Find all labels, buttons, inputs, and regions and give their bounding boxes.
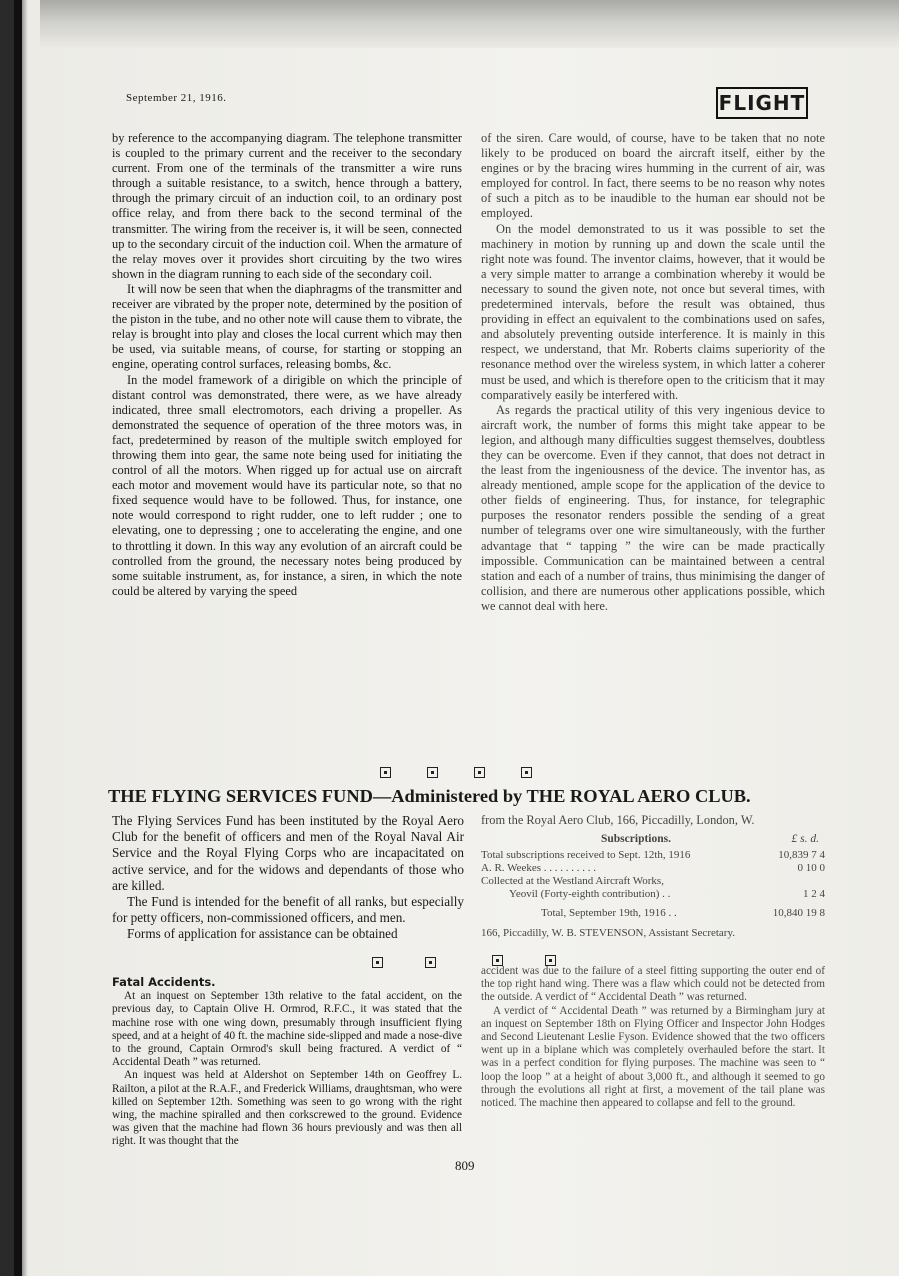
accidents-left-column (112, 976, 462, 1149)
subscription-row (481, 849, 825, 862)
accident-paragraph: At an inquest on September 13th relative to the fatal accident, on the previous day, to Captain Olive H. Ormrod, R.F.C., it was stated that the machine rose with one wing down, presumably through insufficient flying speed, and at a height of 40 ft. the machine side-slipped and made a nose-dive to the ground, Captain Ormrod's skull being fractured. A verdict of “ Accidental Death ” was returned. (112, 990, 462, 1069)
subscriptions-header (481, 832, 825, 849)
fund-heading: THE FLYING SERVICES FUND—Administered by THE ROYAL AERO CLUB. (108, 786, 751, 806)
subscription-row (481, 888, 825, 901)
subscription-row (481, 862, 825, 875)
flight-logo: FLIGHT (716, 87, 808, 119)
subscription-amount: 1 2 4 (803, 888, 825, 900)
article-right-column (481, 131, 825, 614)
fund-description (112, 813, 464, 943)
subscription-label: Yeovil (Forty-eighth contribution) . . (509, 888, 671, 900)
fund-paragraph: Forms of application for assistance can be obtained (127, 926, 398, 942)
currency-header: £ s. d. (791, 833, 819, 845)
subscription-amount: 0 10 0 (797, 862, 825, 874)
article-paragraph: On the model demonstrated to us it was possible to set the machinery in motion by running up and down the scale until the right note was found. The inventor claims, however, that it would be a very simple matter to arrange a combination whereby it would be necessary to sound the given note, not once but several times, with predetermined intervals, before the result was obtained, thus providing in effect an equivalent to the combinations used on safes, and absolutely preventing outside interference. It is mainly in this respect, we understand, that Mr. Roberts claims superiority of the resonance method over the wireless system, in which latter a coherer must be used, and which is therefore open to the criticism that it may comparatively easily be interfered with. (481, 221, 825, 402)
article-paragraph: As regards the practical utility of this very ingenious device to aircraft work, the number of forms this might take appear to be legion, and although many difficulties suggest themselves, doubtless they can be overcome. Even if they cannot, that does not detract in the least from the ingeniousness of the device. The inventor has, as already mentioned, ample scope for the application of the device to other fields of engineering. Thus, for instance, for telegraphic purposes the resonator renders possible the sending of a great number of telegrams over one wire simultaneously, with the further advantage that “ tapping ” the wire can be made practically impossible. Communication can be maintained between a central station and each of a number of trains, thus minimising the danger of collision, and there are numerous other applications possible, which we cannot deal with here. (481, 402, 825, 613)
issue-date: September 21, 1916. (126, 92, 227, 104)
fund-address: from the Royal Aero Club, 166, Piccadilly, London, W. (481, 813, 755, 827)
subscription-amount: 10,839 7 4 (778, 849, 825, 861)
ornament-icon (425, 957, 436, 968)
ornament-icon (521, 767, 532, 778)
article-paragraph: of the siren. Care would, of course, have to be taken that no note likely to be produced on board the aircraft itself, either by the engines or by the bracing wires humming in the current of air, was employed for control. In fact, there seems to be no reason why notes of such a pitch as to be inaudible to the human ear should not be employed. (481, 131, 825, 221)
article-paragraph: by reference to the accompanying diagram. The telephone transmitter is coupled to the primary current and the receiver to the secondary current. From one of the terminals of the transmitter a wire runs through a suitable resistance, to a switch, hence through a battery, through the primary circuit of an induction coil, to an ordinary post office relay, and from there back to the second terminal of the transmitter. The wiring from the receiver is, it will be seen, connected up to the secondary circuit of the induction coil. When the armature of the relay moves over it provides short circuiting by the two wires shown in the diagram running to each side of the secondary coil. (112, 131, 462, 281)
article-paragraph: In the model framework of a dirigible on which the principle of distant control was demonstrated, there were, as we have already indicated, three small electromotors, each driving a propeller. As demonstrated the sequence of operation of the three motors was, in fact, predetermined by reason of the multiple switch employed for throwing them into gear, the same note being used for initiating the control of all the motors. When rigged up for actual use on aircraft each motor and movement would have its particular note, so that no fixed sequence would have to be followed. Thus, for instance, one note would correspond to right rudder, one to left rudder ; one to elevating, one to depressing ; one to accelerating the engine, and one to throttling it down. In this way any evolution of an aircraft could be controlled from the ground, the necessary notes being produced by some suitable instrument, as, for instance, a siren, in which the note could be altered by varying the speed (112, 372, 462, 598)
section-separator (380, 767, 532, 778)
accident-paragraph: accident was due to the failure of a steel fitting supporting the outer end of the top right hand wing. There was a flaw which could not be detected from the outside. A verdict of “ Accidental Death ” was returned. (481, 965, 825, 1004)
subscription-total-row (481, 907, 825, 920)
scan-top-shadow (40, 0, 899, 48)
fund-paragraph: The Fund is intended for the benefit of all ranks, but especially for petty officers, non-commissioned officers, and men. (112, 894, 464, 926)
subscription-amount (749, 875, 825, 888)
subscriptions-title: Subscriptions. (601, 833, 671, 845)
subscriptions-section (481, 813, 825, 941)
ornament-icon (427, 767, 438, 778)
fund-paragraph: The Flying Services Fund has been instituted by the Royal Aero Club for the benefit of officers and men of the Royal Naval Air Service and the Royal Flying Corps who are incapacitated on active service, and for the widows and dependants of those who are killed. (112, 813, 464, 893)
book-spine-shadow (14, 0, 22, 1276)
article-paragraph: It will now be seen that when the diaphragms of the transmitter and receiver are vibrated by the proper note, determined by the position of the piston in the tube, and no other note will cause them to vibrate, the relay is brought into play and closes the local current which may then be used, via suitable means, of course, for starting or stopping an engine, operating control surfaces, releasing bombs, &c. (112, 281, 462, 372)
subscription-row (481, 875, 825, 888)
total-amount: 10,840 19 8 (772, 907, 825, 919)
ornament-icon (380, 767, 391, 778)
subscription-label: Collected at the Westland Aircraft Works, (481, 875, 664, 887)
secretary-signoff: 166, Piccadilly, W. B. STEVENSON, Assistant Secretary. (481, 927, 735, 939)
accidents-right-column (481, 965, 825, 1110)
accident-paragraph: A verdict of “ Accidental Death ” was returned by a Birmingham jury at an inquest on September 18th on Flying Officer and Inspector John Hodges and Second Lieutenant Leslie Fyson. Evidence showed that the two officers went up in a biplane which was completely overhauled before the start. It was in a perfect condition for flying purposes. The machine was seen to “ loop the loop ” at a height of about 3,000 ft., and although it seemed to go through the evolutions all right at first, a movement of the tail plane was noticed. The machine then appeared to collapse and fell to the ground. (481, 1004, 825, 1110)
ornament-icon (372, 957, 383, 968)
page-number: 809 (455, 1158, 475, 1173)
article-left-column (112, 131, 462, 599)
subscription-label: Total subscriptions received to Sept. 12th, 1916 (481, 849, 691, 861)
subscription-label: A. R. Weekes . . . . . . . . . . (481, 862, 597, 874)
subscriptions-table (481, 849, 825, 920)
total-label: Total, September 19th, 1916 . . (541, 907, 677, 919)
section-separator (372, 957, 436, 968)
accidents-heading: Fatal Accidents. (112, 975, 216, 989)
ornament-icon (474, 767, 485, 778)
accident-paragraph: An inquest was held at Aldershot on September 14th on Geoffrey L. Railton, a pilot at the R.A.F., and Frederick Williams, draughtsman, who were killed on September 12th. Something was seen to go wrong with the right wing, the machine spiralled and then corkscrewed to the ground. Evidence was given that the machine had flown 36 hours previously and was then all right. It was thought that the (112, 1069, 462, 1148)
